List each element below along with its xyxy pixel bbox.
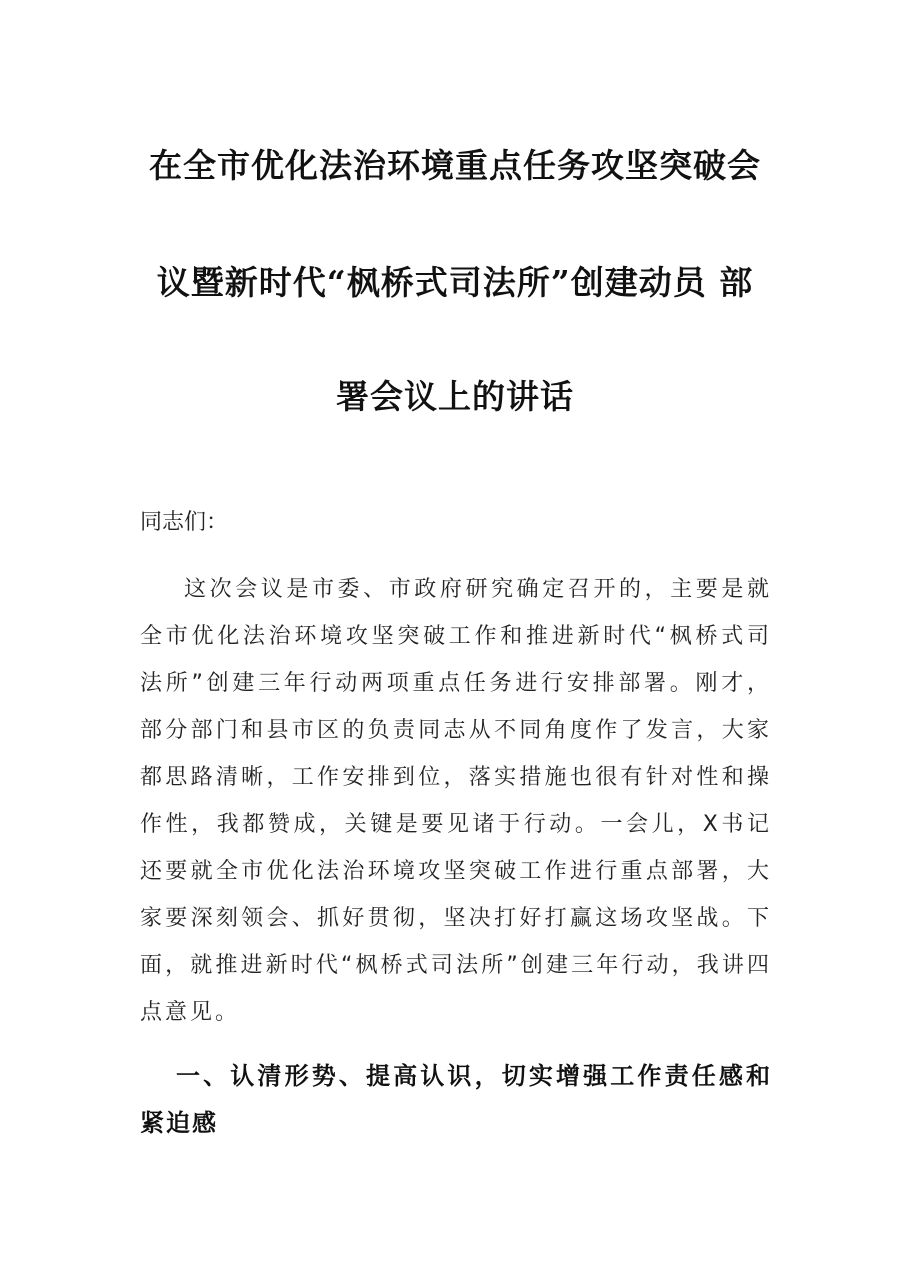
section-heading: 一、认清形势、提高认识，切实增强工作责任感和紧迫感 <box>140 1061 772 1137</box>
document-title-line-1: 在全市优化法治环境重点任务攻坚突破会 <box>149 146 761 185</box>
salutation: 同志们： <box>140 510 229 535</box>
body-paragraph: 这次会议是市委、市政府研究确定召开的，主要是就全市优化法治环境攻坚突破工作和推进新时代“枫桥式司法所”创建三年行动两项重点任务进行安排部署。刚才，部分部门和县市区的负责同志从不同角度作了发言，大家都思路清晰，工作安排到位，落实措施也很有针对性和操作性，我都赞成，关键是要见诸于行动。一会儿，X书记还要就全市优化法治环境攻坚突破工作进行重点部署，大家要深刻领会、抓好贯彻，坚决打好打赢这场攻坚战。下面，就推进新时代“枫桥式司法所”创建三年行动，我讲四点意见。 <box>140 577 772 1025</box>
document-title-line-3: 署会议上的讲话 <box>336 377 574 416</box>
document-title-line-2: 议暨新时代“枫桥式司法所”创建动员 部 <box>156 263 754 302</box>
